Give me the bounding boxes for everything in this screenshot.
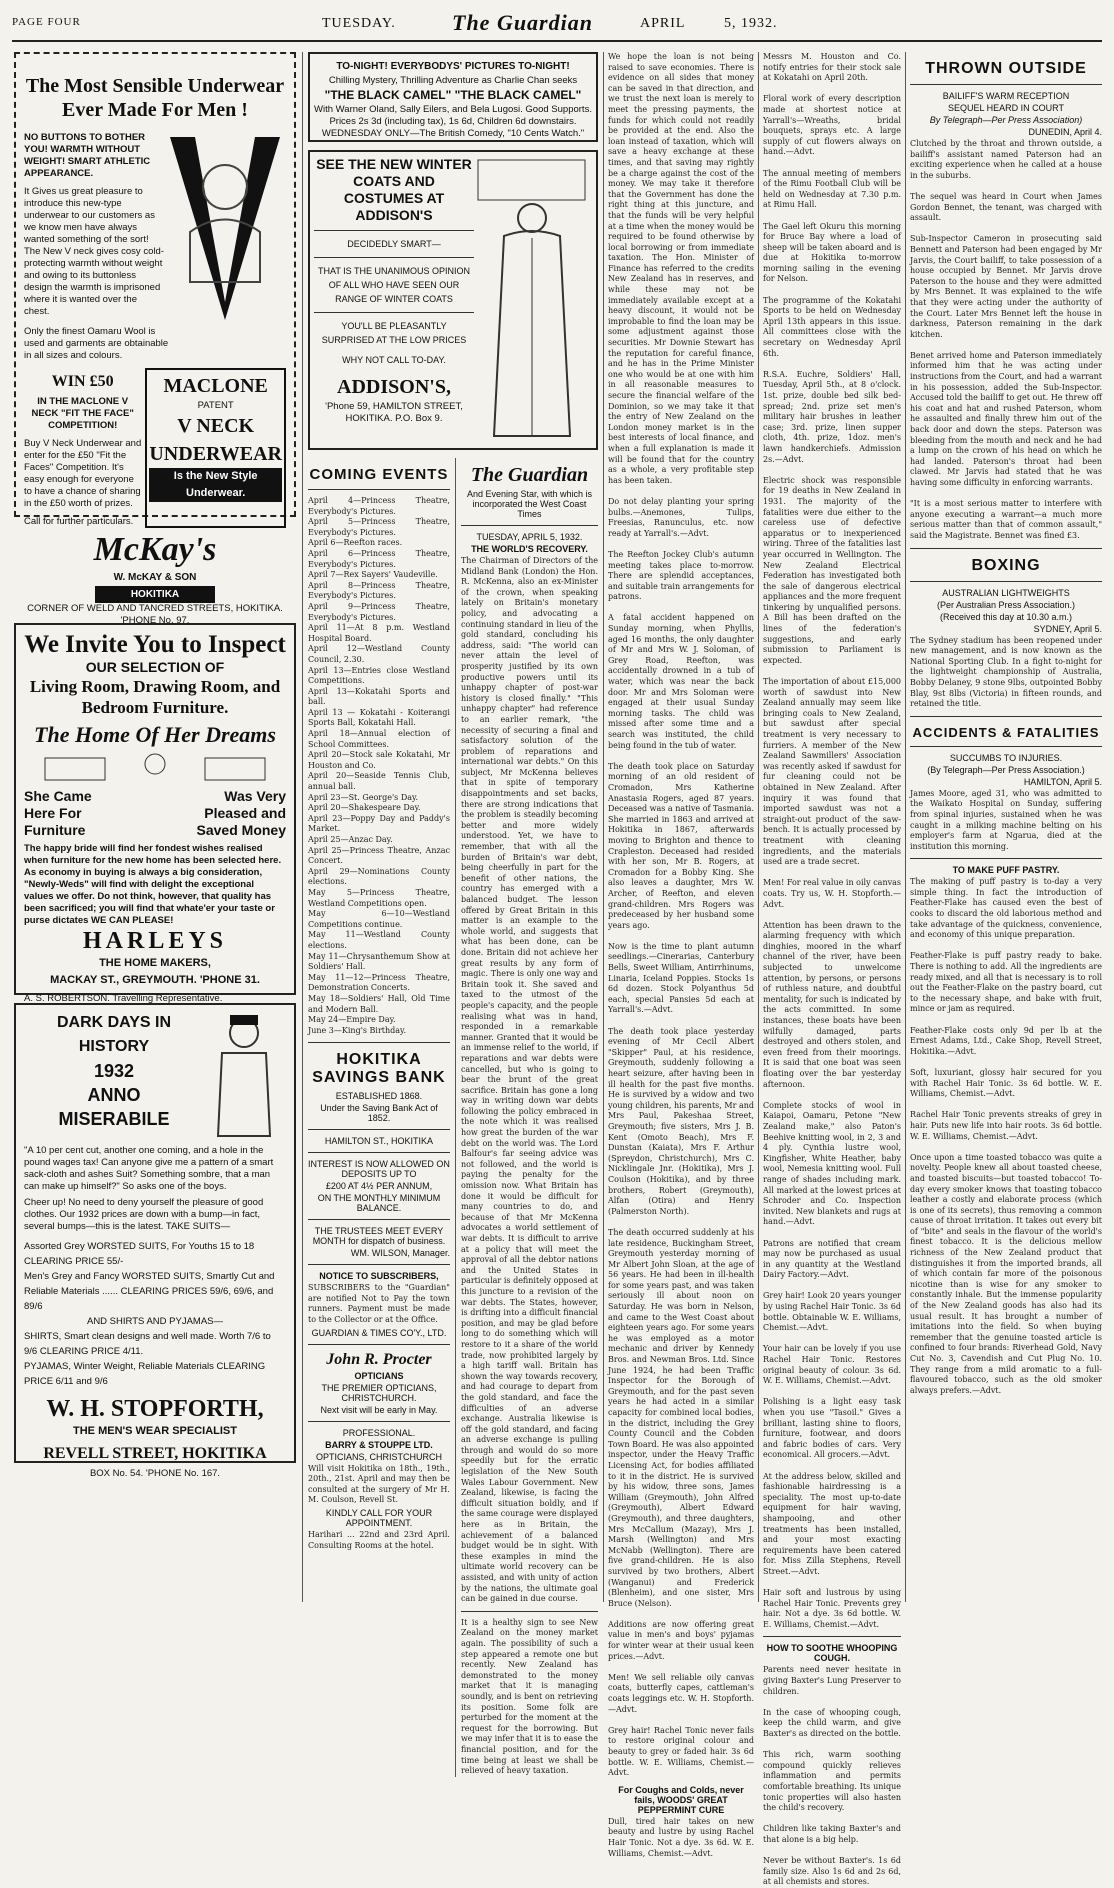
stopforth-name: W. H. STOPFORTH, [46,1396,264,1422]
whooping-cough-text: Parents need never hesitate in giving Baxter's Lung Preserver to children. In the case of whooping cough, keep the child warm, and give Baxter's as directed on the bottle. This rich, warm soothing compound quickly relieves inflammation and permits comfortable breathing. Its unique tonic properties will also hasten the child's recovery. Children like taking Baxter's and that alone is a big help. Never be without Baxter's. 1s 6d family size. Also 1s 6d and 2s 6d, at all chemists and stores. [763,1665,901,1887]
coming-event: April 23—Poppy Day and Paddy's Market. [308,813,453,834]
bank-interest: INTEREST IS NOW ALLOWED ON DEPOSITS UP TO [308,1159,450,1180]
boxing-text: The Sydney stadium has been reopened under new management, and is now known as the National Sporting Club. In a fight to-night for the lightweight championship of Australia, Bobby Delaney, 9 stone 9lbs, outpointed Bobby Blay, 9st 8lbs (Victoria) in fifteen rounds, and retained the title. [910,635,1105,709]
sydney-dateline: SYDNEY, April 5. [1033,623,1102,634]
addisons-see: SEE THE NEW WINTER COATS AND COSTUMES AT ADDISON'S [316,156,472,223]
stopforth-tag: THE MEN'S WEAR SPECIALIST [73,1425,237,1437]
maclone-style: Is the New Style Underwear. [149,468,282,502]
barry-body: Will visit Hokitika on 18th., 19th., 20th., 21st. April and may then be consulted at the surgery of Mr H. M. Coulson, Revell St. [308,1463,453,1505]
harleys-address: MACKAY ST., GREYMOUTH. 'PHONE 31. [50,974,260,986]
harleys-rep: A. S. ROBERTSON. Travelling Representative. [24,993,223,1004]
coming-event: May 6—10—Westland Competitions continue. [308,909,453,929]
maclone-wool: Only the finest Oamaru Wool is used and garments are obtainable in all sizes and colours. [24,326,169,361]
procter-sub: OPTICIANS [354,1370,404,1381]
coming-event: May 24—Empire Day. [308,1015,396,1025]
header-day: TUESDAY. [322,16,396,31]
stopforth-history: HISTORY [78,1038,150,1055]
maclone-logo-box [145,368,286,528]
barry-name: BARRY & STOUPPE LTD. [325,1439,433,1450]
header-date: 5, 1932. [724,16,778,31]
stopforth-address: REVELL STREET, HOKITIKA [43,1445,267,1462]
column-news-3 [910,52,1105,1602]
coming-event: May 11—Westland County elections. [308,930,453,950]
mckays-ad [14,525,296,626]
sequel-subhead: SEQUEL HEARD IN COURT [947,103,1065,113]
received-line: (Received this day at 10.30 a.m.) [939,611,1073,622]
editorial-body: The Chairman of Directors of the Midland Bank (London) the Hon. R. McKenna, also an ex-Minister of the crown, when speaking lately on Britain's monetary policy, and advocating a continuing standard in lieu of the gold standard, concluding his address, said: "The world can never attain the level of prosperity justified by its own productive powers until its unhappy chapter of post-war history is closed finally." "This unhappy chapter" had reference to an earlier remark, "the necessity of securing a final and satisfactory solution of the problem of reparations and international war debts." On this subject, Mr McKenna believes that in spite of temporary disappointments and set backs, there are strong indications that the problem is steadily becoming better and more widely understood. Yet, we have to remember, that with all the burden of Britain's war debt, being cheerfully in part for the benefit of other nations, the country has emerged with a balanced budget. The lesson offered by Great Britain in this matter is an example to the whole world, and suggests that what has been done, can be done. Britain did not achieve her great results by any form of magic. There is only one way and Britain took it. She saved and taxed to the utmost of the people's capacity, and the people realising what was in hand, responded in a remarkable manner. Granted that it would be an immense relief to the world, if reparations and war debts were cancelled, but who is going to bear the brunt of the great sacrifice. Britain has gone a long way in writing down war debts following the policy embraced in the note which it was realised how great the burden of the war debt on the world was. The Lord Balfour's far seeing advice was not followed, and the world is paying the penalty for the omission now. What Britain has done it would be difficult for many countries to do, and because of that Mr McKenna advocates a world settlement of war debts. It is difficult to arrive at a policy that will meet the approval of all the debtor nations and the United States in particular is definitely opposed at this juncture to a revision of the war debts. The States, however, is drifting into a difficult financial position, and may be glad before long to do something which will restore to it a share of the world trade, now prohibited largely by a high tariff wall. Britain has shown the way towards recovery, and had courage to depart from the gold standard, and face the difficulties of an adverse exchange. Australia likewise is off the gold standard, and facing an adverse exchange is pulling through and would do so more speedily but for the erratic legislation of the New South Wales Labour Government. New Zealand, likewise, is facing the difficult situation boldly, and if the same courage were displayed here as in Britain, the achievement of a balanced budget would be in sight. With these examples in mind the ultimate world recovery can be assisted, and with unity of action by the nations, the ultimate goal can be gained in due course. [460,556,601,1604]
maclone-brand: MACLONE [163,375,268,397]
coming-event: April 23—St. George's Day. [308,792,418,802]
puff-pastry-text: The making of puff pastry is to-day a very simple thing. In fact the introduction of Feather-Flake has caused even the best of cooks to discard the old laborious method and take advantage of the quickness, convenience, and economy of this unique preparation. Feather-Flake is puff pastry ready to bake. There is nothing to add. All the ingredients are ready mixed, and all that is necessary is to roll out the Feather-Flake on the pastry board, cut to the necessary shape, and bake with fruit, mince or jam as required. Feather-Flake costs only 9d per lb at the Ernest Adams, Ltd., Cake Shop, Revell Street, Hokitika.—Advt. Soft, luxuriant, glossy hair secured for you with Rachel Hair Tonic. 3s 6d bottle. W. E. Williams, Chemist.—Advt. Rachel Hair Tonic prevents streaks of grey in hair. Puts new life into hair roots. 3s 6d bottle. W. E. Williams, Chemist.—Advt. Once upon a time toasted tobacco was quite a novelty. People knew all about toasted cheese, and toasted biscuits—but toasted tobacco! To-day every smoker knows that toasting tobacco leather a costly and elaborate process (which is one of its secrets), thus removing a common cause of throat irritation. It takes out every bit of "bite" and seals in the flavour of the world's finest tobacco. It is the delicious mellow richness of the New Zealand product that distinguishes it from the imported brands, all of which contain far more of the poisonous nicotine than is wise for any smoker to constantly inhale. But the immense popularity of the New Zealand goods has also had its usual result. It has brought a number of imitations into the field. So when buying remember that the genuine toasted article is confined to four brands: Riverhead Gold, Navy Cut No. 3, Cavendish and Cut Plug No. 10. They range from a mild aromatic to a full-flavoured tobacco, such as the old smoker always prefers.—Advt. [910,877,1102,1395]
stopforth-item: AND SHIRTS AND PYJAMAS— [86,1316,224,1327]
coming-events-title: COMING EVENTS [309,466,449,483]
maclone-call: Call for further particulars. [24,516,134,527]
notice-body: SUBSCRIBERS to the "Guardian" are notified Not to Pay the town runners. Payment must be made to the Collector or at the Office. [308,1283,453,1325]
harleys-right-tag: Was Very Pleased and Saved Money [196,788,286,838]
coming-event: April 9—Princess Theatre, Everybody's Pictures. [308,601,453,622]
coming-event: May 11—12—Princess Theatre, Demonstration Concerts. [308,972,453,993]
mckays-address: CORNER OF WELD AND TANCRED STREETS, HOKITIKA. [27,603,283,614]
procter-logo: John R. Procter [326,1350,432,1368]
thrown-outside-text: Clutched by the throat and thrown outside, a bailiff's assistant named Paterson had an exciting experience when he called at a house in the suburbs. The sequel was heard in Court when James Gordon Bennet, the tenant, was charged with assault. Sub-Inspector Cameron in prosecuting said Bennett and Paterson had been engaged by Mr Jarvis, the Court bailiff, to take possession of a house occupied by Bennet. Mr Jarvis drove Paterson to the house and they were admitted by Mrs Bennet. It was explained to the wife that they were acting under the authority of the Court. Later Mrs Bennet left the house in darkness, Paterson remaining in the dark kitchen. Benet arrived home and Paterson immediately informed him that he was acting under instructions from the Court, and had a warrant in his possession, added the Sub-Inspector. Accused told the bailiff to get out. He threw off his coat and hat and rushed Paterson, whom he assaulted and finally threw him out of the back door and down the steps. Paterson was bleeding from the mouth and neck and he had a lump on the crown of his head on which he had landed. Paterson's throat had been clawed. Mr Jarvis had stated that he was having some difficulty in enforcing warrants. "It is a most serious matter to interfere with anyone executing a warrant—a much more serious matter than that of common assault," said the Magistrate. Bennet was fined £3. [910,139,1102,540]
coming-event: April 18—Annual election of School Committees. [308,729,453,749]
coming-event: April 20—Seaside Tennis Club, annual ball. [308,771,453,792]
column-rule [905,52,906,1602]
pictures-wednesday: WEDNESDAY ONLY—The British Comedy, "10 Cents Watch." [321,128,585,139]
coming-event: April 4—Princess Theatre, Everybody's Pictures. [308,496,453,516]
thrown-outside-title: THROWN OUTSIDE [925,60,1087,77]
dunedin-dateline: DUNEDIN, April 4. [1028,127,1102,137]
coming-event: April 8—Princess Theatre, Everybody's Pictures. [308,580,453,601]
addisons-ad [308,150,598,450]
notice-title: NOTICE TO SUBSCRIBERS, [319,1271,439,1282]
editorial-title: THE WORLD'S RECOVERY. [471,544,588,554]
press-association-credit: By Telegraph—Per Press Association) [929,115,1083,125]
maclone-title: The Most Sensible Underwear Ever Made For Men ! [25,75,285,121]
harleys-left-tag: She Came Here For Furniture [24,788,92,838]
maclone-vneck: V NECK [177,415,255,437]
succumbs-subhead: SUCCUMBS TO INJURIES. [949,752,1063,763]
notice-sign: GUARDIAN & TIMES CO'Y., LTD. [311,1327,447,1338]
puff-pastry-title: TO MAKE PUFF PASTRY. [952,865,1060,876]
coming-event: May 18—Soldiers' Hall, Old Time and Modern Ball. [308,993,453,1014]
column-news-1 [608,52,757,1858]
coming-event: April 11—At 8 p.m. Westland Hospital Board. [308,623,453,643]
column-left-ads [14,52,296,1479]
addisons-address: 'Phone 59, HAMILTON STREET, HOKITIKA. P.O. Box 9. [325,401,463,424]
harleys-ad [14,623,296,1004]
maclone-underwear: UNDERWEAR [149,443,282,465]
editorial-loan: It is a healthy sign to see New Zealand on the money market again. The possibility of such a step appeared a remote one but recently. New Zealand has demonstrated to the money market that it is managing soundly, and is bent on retrieving its position. Some folk are perturbed for the moment at the request for the borrowing. But we may infer that it is to ease the financial position, and for the time being at least we shall be relieved of heavy taxation. [460,1617,601,1776]
hamilton-dateline: HAMILTON, April 5. [1023,776,1102,787]
coming-event: April 6—Princess Theatre, Everybody's Pictures. [308,548,453,569]
coming-event: April 29—Nominations County elections. [308,866,453,887]
coming-event: April 25—Anzac Day. [308,835,393,844]
procter-visit: Next visit will be early in May. [320,1404,438,1415]
barry-sub: OPTICIANS, CHRISTCHURCH [315,1451,442,1462]
guardian-masthead: The Guardian [470,464,589,486]
everybodys-pictures-ad [308,52,598,142]
stopforth-miserabile: MISERABILE [58,1109,170,1129]
woods-peppermint-ad: For Coughs and Colds, never fails, WOODS' GREAT PEPPERMINT CURE [618,1784,744,1815]
barry-professional: PROFESSIONAL. [342,1427,416,1438]
maclone-intro: NO BUTTONS TO BOTHER YOU! WARMTH WITHOUT WEIGHT! SMART ATHLETIC APPEARANCE. [24,132,151,179]
whooping-cough-title: HOW TO SOOTHE WHOOPING COUGH. [766,1643,898,1664]
guardian-date: TUESDAY, APRIL 5, 1932. [476,532,583,542]
page-header [12,10,1102,42]
column-rule [302,52,303,1602]
bank-manager: WM. WILSON, Manager. [350,1248,450,1259]
addisons-smart: DECIDEDLY SMART— [347,239,441,249]
column-rule [758,52,759,1602]
maclone-competition: IN THE MACLONE V NECK "FIT THE FACE" COMPETITION! [31,396,134,431]
harleys-body: The happy bride will find her fondest wishes realised when furniture for the new home has been selected here. As economy in buying is always a big consideration, "Newly-Weds" will find with delight the exceptional values we offer. Do not think, however, that quality has been sacrificed; you will find that whate'er your taste or purse dictates WE CAN PLEASE! [24,843,282,926]
coming-event: May 11—Chrysanthemum Show at Soldiers' Hall. [308,951,453,972]
stopforth-anno: ANNO [87,1085,141,1105]
stopforth-ad [14,1003,296,1479]
stopforth-year: 1932 [93,1061,135,1081]
woman-in-coat-illustration [474,156,589,446]
coming-event: April 13 — Kokatahi - Koiterangi Sports Ball, Kokatahi Hall. [308,707,453,728]
addisons-why: WHY NOT CALL TO-DAY. [342,355,446,365]
bank-established: ESTABLISHED 1868. [335,1091,423,1102]
man-in-suit-illustration [204,1011,284,1141]
bank-trustees: THE TRUSTEES MEET EVERY MONTH for dispatch of business. [312,1226,446,1247]
accidents-title: ACCIDENTS & FATALITIES [912,724,1100,740]
barry-harihari: Harihari ... 22nd and 23rd April. Consulting Rooms at the hotel. [308,1530,453,1550]
coming-event: April 20—Stock sale Kokatahi, Mr Houston and Co. [308,750,453,770]
coming-event: April 5—Princess Theatre, Everybody's Pictures. [308,517,453,537]
stopforth-item: SHIRTS, Smart clean designs and well made. Worth 7/6 to 9/6 CLEARING PRICE 4/11. [24,1331,271,1357]
stopforth-quote: "A 10 per cent cut, another one coming, and a hole in the pound wages tax! Can anyone give me a pattern of a smart sack-cloth and ashes Suit? Something sombre, that a man can make up himself?" So asks one of the boys. [24,1145,274,1192]
mckays-logo: McKay's [93,531,217,568]
pictures-camel: "THE BLACK CAMEL" "THE BLACK CAMEL" [324,88,582,102]
coming-event: April 7—Rex Sayers' Vaudeville. [308,570,438,580]
news-column-text: We hope the loan is not being raised to save economies. There is evidence on all sides that money can be saved in that direction, and we trust the next loan is merely to meet the pressing payments, the funds for which could not readily be provided at the end. Also the loan instead of taxation, which will save a heavy exchange at these times, and that saving may rightly be a charge against the cost of the money. We may take it therefore that the Government has done the right thing at this juncture, and that the funds will be very helpful at a time when the money would be required to be found otherwise by local borrowing or from immediate taxation. The Hon. Minister of Finance has referred to the credits New Zealand has in reserves, and while these may not be immediately available except at a heavy discount, it would not be improbable to find the loan may be some adjustment against those securities. Mr Downie Stewart has the reputation for careful finance, and he has in the Prime Minister one who would be at one with him in all reasonable measures to secure the financial welfare of the Dominion, so we may take it that the entry of New Zealand on the London money market is in the best interests of local finance, and when a full explanation is made it will be found that for the country as a whole, a very profitable step has been taken. Do not delay planting your spring bulbs.—Anemones, Tulips, Freesias, Ranunculus, etc. now ready at Yarrall's.—Advt. The Reefton Jockey Club's autumn meeting takes place to-morrow. There are splendid acceptances, and suitable train arrangements for patrons. A fatal accident happened on Sunday morning, when Phyllis, aged 16 months, the only daughter of Mr and Mrs W. J. Soloman, of Grey Road, Reefton, was accidentally drowned in a tub of water, which was near the back door. Mr and Mrs Soloman were engaged at their usual Sunday morning tasks. The child was missed after some time and a search was instituted, the child being found in the tub of water. The death took place on Saturday morning of an old resident of Cromadon, Mrs Katherine Anastasia Rogers, aged 87 years. Deceased was a native of Tasmania. She married in 1863 and arrived at Hokitika in 1867, afterwards moving to Brighton and thence to Crapleston. Deceased had resided with her son, Mr B. Rogers, at Cromadon for a Bobby King. She also leaves a daughter, Mrs W. Archer, of Reefton, and eleven grand-children. Mrs Rogers was predeceased by her husband some years ago. Now is the time to plant autumn seedlings.—Cinerarias, Canterbury Bells, Sweet William, Antirrhinums, Linaria, Iceland Poppies. Stocks 1s 6d dozen. Stock Polyanthus 5d each, special Pansies 5d each at Yarrall's.—Advt. The death took place yesterday evening of Mr Cecil Albert "Skipper" Paul, at his residence, Greymouth, suddenly following a heart seizure, after having been in ill health for the past five months. He is survived by a widow and two young children, his parents, Mr and Mrs Paul, Pakeshaa Street, Greymouth; five sisters, Mrs J. B. Kent (Omoto Beach), Mrs F. Dunstan (Kaiata), Mrs F. Arthur (Spreydon, Christchurch), Mrs C. Nicklingale Jnr. (Hokitika), Mrs J. Coulson (Hokitika), and by three brothers, Robert (Greymouth), Alfan (Otira) and Henry (Palmerston North). The death occurred suddenly at his late residence, Buckingham Street, Greymouth yesterday morning of Mr Albert John Sloan, at the age of 56 years. He had been in ill-health for some years past, and was taken seriously ill about noon on Saturday. He was born in Nelson, and came to the West Coast about eighteen years ago. For some years he was employed as a motor mechanic and driver by Kennedy Bros. and Newman Bros. Ltd. Since June 1924, he had been Traffic Inspector for the Borough of Greymouth, and for the past seven years he had acted in a similar capacity for combined local bodies, in the district, including the Grey County Council and the Cobden Town Board. He was also appointed inspector, under the Heavy Traffic Licensing Act, for bodies affiliated to it in the district. He is survived by his widow, three sons, James William (Greymouth), John Alfred (Greymouth), Albert Edward (Greymouth), and three daughters, Mrs McCallum (Mazay), Mrs J. Marsh (Wellington) and Mrs McNabb (Wellington). There are five grand-children. He is also survived by two brothers, Albert (Wanganui) and Frederick (Blenheim), and one sister, Mrs Bruce (Nelson). Additions are now offering great value in men's and boys' pyjamas for winter wear at their usual keen prices.—Advt. Men! We sell reliable oily canvas coats, butterfly capes, cattleman's coats leggings etc. W. H. Stopforth.—Advt. Grey hair! Rachel Tonic never fails to restore original colour and beauty to grey or faded hair. 3s 6d bottle. W. E. Williams, Chemist.—Advt. [608,52,754,1778]
bank-address: HAMILTON ST., HOKITIKA [324,1136,434,1147]
column-news-2 [763,52,901,1887]
maclone-ad [14,52,296,527]
news-column-text: Messrs M. Houston and Co. notify entries for their stock sale at Kokatahi on April 20th. Floral work of every description made at shortest notice at Yarrall's—Wreaths, bridal bouquets, sprays etc. A large supply of cut flowers always on hand.—Advt. The annual meeting of members of the Rimu Football Club will be held on Wednesday at 7.30 p.m. at Rimu Hall. The Gael left Okuru this morning for Bruce Bay where a load of sheep will be taken aboard and is due at Hokitika to-morrow morning sailing in the evening for Nelson. The programme of the Kokatahi Sports to be held on Wednesday April 13th appears in this issue. All committees close with the secretary on Wednesday April 6th. R.S.A. Euchre, Soldiers' Hall, Tuesday, April 5th., at 8 o'clock. 1st. prize, double bed silk bed-spread; 2nd. prize set men's military hair brushes in leather case; 3rd. prize, linen supper cloth, 4th. prize, 1doz. men's lawn handkerchiefs. Admission 2s.—Advt. Electric shock was responsible for 19 deaths in New Zealand in 1931. The majority of the fatalities were due either to the careless use of defective apparatus or to inexperienced wiring. Three of the fatalities last year occurred in Wellington. The New Zealand Electrical Federation has investigated both the sale of dangerous electrical appliances and the more frequent tinkering by unqualified persons. A Bill has been drafted on the lines of the federation's suggestions, and early submission to Parliament is expected. The importation of about £15,000 worth of sawdust into New Zealand annually may seem like bringing coals to New Zealand, but sawdust after special treatment is very necessary to furriers. A member of the New Zealand Sawmillers' Association was recently asked if sawdust for fur cleaning could not be obtained in New Zealand. After inquiry it was found that imported sawdust was not a straight-out product of the saw-bench. It is actually processed by treatment with cleaning ingredients, and the materials used are a trade secret. Men! For real value in oily canvas coats. Try us, W. H. Stopforth.—Advt. Attention has been drawn to the alarming frequency with which dinghies, moored in the wharf channel of the river, have been subjected to unwelcome attention, by persons, or persons of ruthless nature, and doubtful mentality, for such is indicated by the acts committed. In some instances, these boats have been wilfully damaged, parts destroyed and others stolen, and even freed from their moorings. It is said that one boat was seen floating over the bar yesterday afternoon. Complete stocks of wool in Kaiapoi, Oamaru, Petone "New Zealand make," also Paton's Beehive knitting wool, in 2, 3 and 4 ply. Cynthia lustre wool, Kingfisher, White Heather, baby wool, Nemesia knitting wool. Full range of shades including mark. All marked at the lowest prices at Schroder and Co. Inspection invited. New blankets and rugs at hand.—Advt. Patrons are notified that cream may now be purchased as usual in any quantity at the Westland Dairy Factory.—Advt. Grey hair! Look 20 years younger by using Rachel Hair Tonic. 3s 6d bottle. Obtainable W. E. Williams, Chemist.—Advt. Your hair can be lovely if you use Rachel Hair Tonic. Restores original beauty of colour. 3s 6d. W. E. Williams, Chemist.—Advt. Polishing is a light easy task when you use "Tasoil." Gives a brilliant, lasting shine to floors, furniture, footwear, and doors and fabric bodies of cars. Very economical. All grocers.—Advt. At the address below, skilled and fashionable hairdressing is a speciality. The most up-to-date equipment for hair waving, shampooing, and other treatments has been installed, and your most exacting requirements have been catered for. Miss Zilla Stephens, Revell Street.—Advt. Hair soft and lustrous by using Rachel Hair Tonic. Prevents grey hair. Not a dye. 3s 6d bottle. W. E. Williams, Chemist.—Advt. [763,52,901,1629]
barry-kindly: KINDLY CALL FOR YOUR APPOINTMENT. [325,1508,433,1529]
pictures-cast: With Warner Oland, Sally Eilers, and Bela Lugosi. Good Supports. Prices 2s 3d (including tax), 1s 6d, Children 6d downstairs. [314,104,592,127]
column-rule [603,52,604,1602]
bank-act: Under the Saving Bank Act of 1852. [320,1103,438,1124]
bride-furniture-illustration [35,748,275,784]
coming-event: April 13—Entries close Westland Competitions. [308,665,453,686]
coming-event: April 12—Westland County Council, 2.30. [308,644,453,664]
boxing-title: BOXING [971,556,1041,574]
accidents-press-credit: (By Telegraph—Per Press Association.) [927,764,1085,775]
stopforth-dark: DARK DAYS IN [56,1014,172,1031]
maclone-body: It Gives us great pleasure to introduce this new-type underwear to our customers as we know men have always wanted something of the sort! The New V neck gives cosy cold-protecting warmth without weight and owing to its buttonless design the warmth is imprisoned where it is wanted over the chest. [24,186,164,317]
bank-title: HOKITIKA SAVINGS BANK [312,1051,446,1087]
harleys-rooms: Living Room, Drawing Room, and Bedroom Furniture. [29,677,281,717]
column-middle-left [308,52,601,1777]
stopforth-cheer: Cheer up! No need to deny yourself the pleasure of good clothes. Our 1932 prices are down with a bump—in fact, several bumps—this is the latest. TAKE SUITS— [24,1197,264,1232]
stopforth-item: Men's Grey and Fancy WORSTED SUITS, Smartly Cut and Reliable Materials ...... CLEARING PRICES 59/6, 69/6, and 89/6 [24,1271,275,1312]
maclone-win: WIN £50 [51,373,114,390]
pictures-chilling: Chilling Mystery, Thrilling Adventure as Charlie Chan seeks [328,75,578,86]
guardian-subtitle: And Evening Star, with which is incorporated the West Coast Times [466,489,593,519]
coming-event: April 6—Reefton races. [308,538,403,548]
coming-event: June 3—King's Birthday. [308,1025,407,1035]
coming-event: April 13—Kokatahi Sports and ball. [308,686,453,707]
harleys-invite: We Invite You to Inspect [24,631,286,658]
page-number: PAGE FOUR [12,16,81,28]
harleys-name: HARLEYS [82,928,228,954]
procter-text: THE PREMIER OPTICIANS, CHRISTCHURCH. [321,1382,437,1403]
man-in-underwear-illustration [165,132,285,322]
coming-event: April 20—Shakespeare Day. [308,803,421,813]
pictures-tonight: TO-NIGHT! EVERYBODYS' PICTURES TO-NIGHT! [336,61,570,72]
coming-event: May 5—Princess Theatre, Westland Competitions open. [308,887,453,908]
harleys-makers: THE HOME MAKERS, [99,957,211,969]
news-column-tail: Dull, tired hair takes on new beauty and lustre by using Rachel Hair Tonic. Not a dye. 3s 6d. W. E. Williams, Chemist.—Advt. [608,1816,757,1858]
harleys-selection: OUR SELECTION OF [85,659,225,675]
bailiff-subhead: BAILIFF'S WARM RECEPTION [942,91,1070,101]
australian-press-credit: (Per Australian Press Association.) [936,599,1076,610]
addisons-opinion: THAT IS THE UNANIMOUS OPINION OF ALL WHO HAVE SEEN OUR RANGE OF WINTER COATS [317,266,470,304]
bank-monthly: ON THE MONTHLY MINIMUM BALANCE. [317,1193,441,1214]
coming-event: April 25—Princess Theatre, Anzac Concert. [308,845,453,866]
header-month: APRIL [640,16,686,31]
mckays-firm: W. McKAY & SON [113,572,197,583]
addisons-surprised: YOU'LL BE PLEASANTLY SURPRISED AT THE LOW PRICES [321,321,467,345]
australian-lightweights: AUSTRALIAN LIGHTWEIGHTS [942,587,1070,598]
stopforth-box: BOX No. 54. 'PHONE No. 167. [89,1468,221,1479]
maclone-patent: PATENT [197,400,234,411]
stopforth-item: PYJAMAS, Winter Weight, Reliable Materials CLEARING PRICE 6/11 and 9/6 [24,1361,266,1387]
accidents-text: James Moore, aged 31, who was admitted to the Waikato Hospital on Sunday, suffering from spinal injuries, sustained when he was caught in a milking machine belting on his employer's farm at Ngarua, died at the institution this morning. [910,788,1105,851]
harleys-home-of-her-dreams: The Home Of Her Dreams [34,722,276,747]
maclone-buy: Buy V Neck Underwear and enter for the £50 "Fit the Faces" Competition. It's easy enough for everyone to have a chance of sharing in the £50 worth of prizes. [24,438,142,509]
mckays-town: HOKITIKA [95,586,215,603]
addisons-name: ADDISON'S, [337,376,451,398]
masthead-logo: The Guardian [452,10,593,35]
stopforth-item: Assorted Grey WORSTED SUITS, For Youths 15 to 18 CLEARING PRICE 55/- [24,1241,255,1267]
mckays-phone: 'PHONE No. 97. [120,615,190,626]
bank-rate: £200 AT 4½ PER ANNUM, [325,1181,433,1192]
